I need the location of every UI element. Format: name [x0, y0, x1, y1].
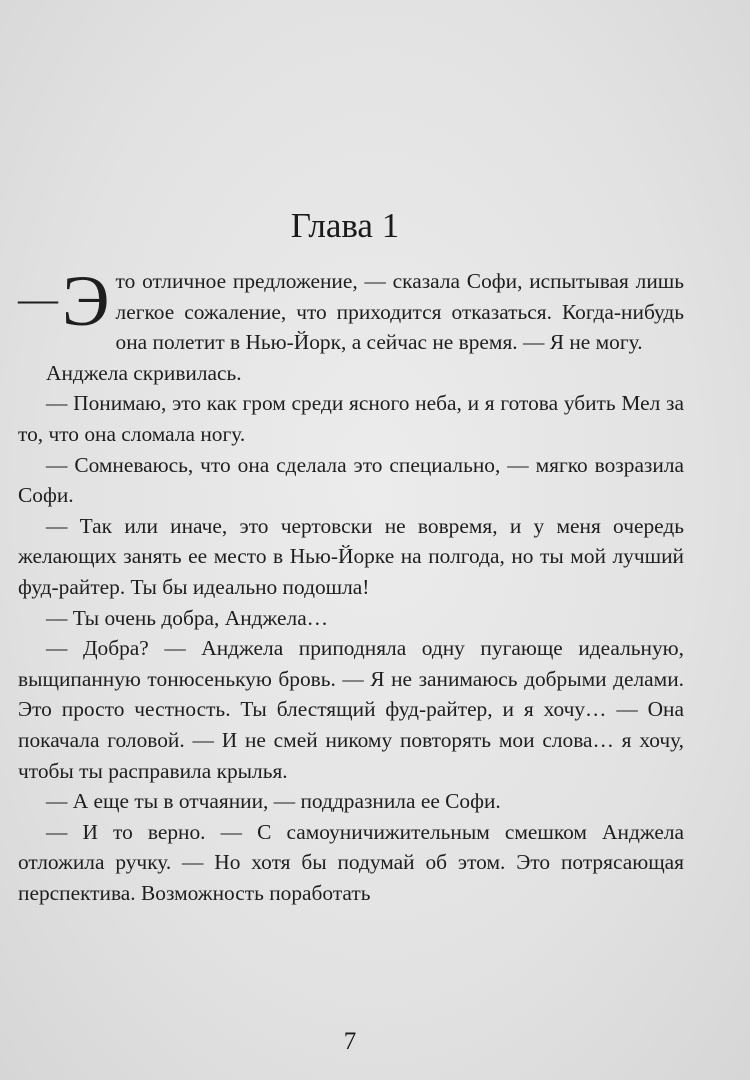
chapter-title: Глава 1	[290, 206, 400, 245]
paragraph-4: — Сомневаюсь, что она сделала это специально, — мягко возразила Софи.	[18, 452, 684, 508]
paragraph-2: Анджела скривилась.	[46, 360, 242, 385]
paragraph-7: — Добра? — Анджела приподняла одну пугающе идеальную, выщипанную тонюсенькую бровь. — Я не занимаюсь добрыми делами. Это просто честность. Ты блестящий фуд-райтер, и я хочу… — Она покачала головой. — И не смей никому повторять мои слова… я хочу, чтобы ты расправила крылья.	[18, 636, 684, 783]
drop-cap	[18, 261, 110, 341]
paragraph-5: — Так или иначе, это чертовски не вовремя, и у меня очередь желающих занять ее место в Нью-Йорке на полгода, но ты мой лучший фуд-райтер. Ты бы идеально подошла!	[18, 513, 684, 599]
drop-cap-letter: Э	[62, 261, 110, 341]
paragraph-6: — Ты очень добра, Анджела…	[46, 605, 329, 630]
drop-cap-dash: —	[18, 276, 58, 321]
page-number: 7	[343, 1028, 357, 1055]
paragraph-3: — Понимаю, это как гром среди ясного неба, и я готова убить Мел за то, что она сломала ногу.	[18, 391, 684, 446]
paragraph-9: — И то верно. — С самоуничижительным смешком Анджела отложила ручку. — Но хотя бы подумай об этом. Это потрясающая перспектива. Возможность поработать	[18, 819, 684, 905]
paragraph-8: — А еще ты в отчаянии, — поддразнила ее Софи.	[46, 789, 501, 814]
body-text	[18, 261, 684, 908]
paragraph-1	[18, 261, 684, 358]
paragraph-text: то отличное предложение, — сказала Софи, испытывая лишь легкое сожаление, что приходится отказаться. Когда-нибудь она полетит в Нью-Йорк, а сейчас не время. — Я не могу.	[115, 269, 684, 355]
